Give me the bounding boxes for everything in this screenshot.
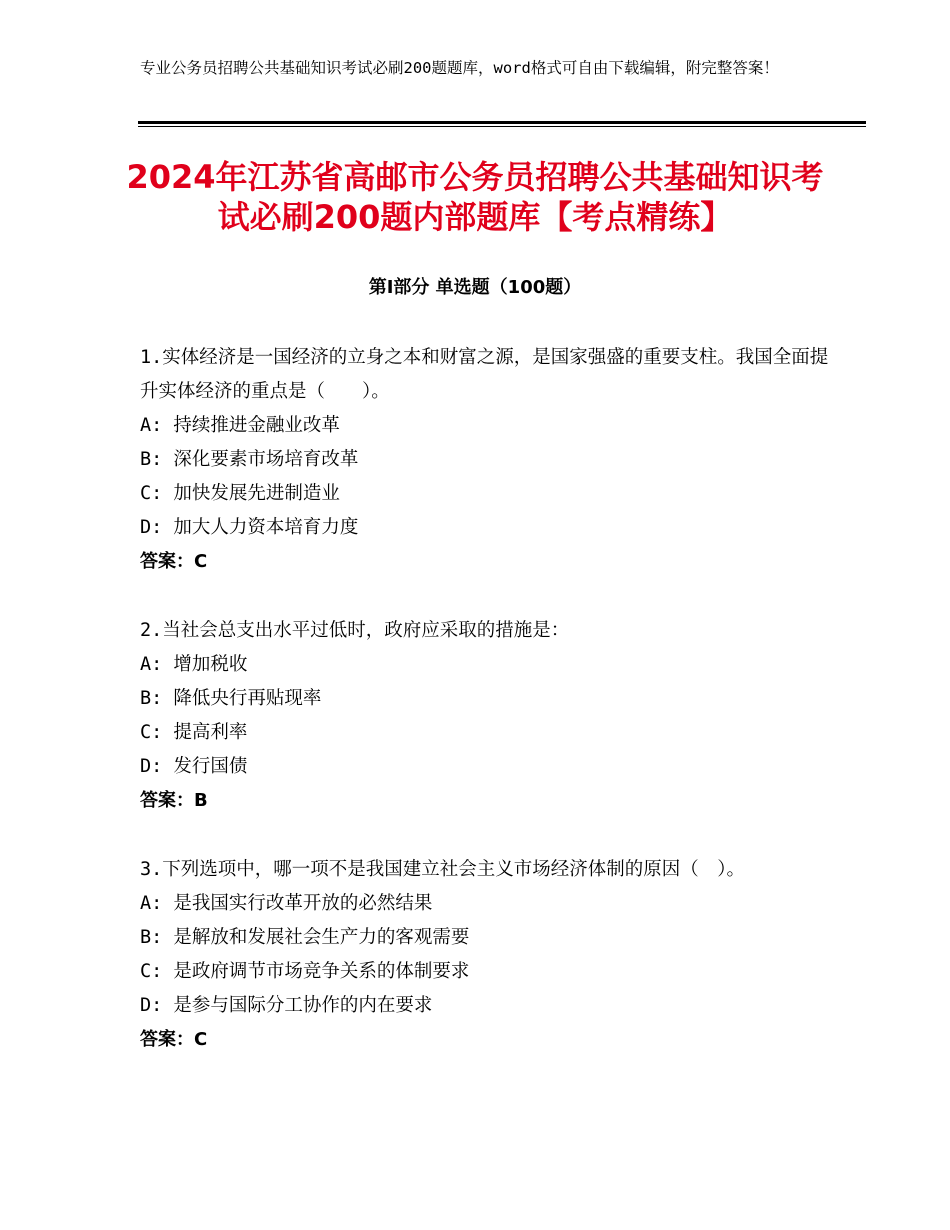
- header-rule-thin: [138, 126, 866, 127]
- section-heading: 第Ⅰ部分 单选题（100题）: [368, 277, 582, 298]
- option-a: A: 持续推进金融业改革: [140, 415, 340, 436]
- option-a: A: 增加税收: [140, 654, 248, 675]
- option-d: D: 加大人力资本培育力度: [140, 517, 359, 538]
- option-b: B: 深化要素市场培育改革: [140, 449, 359, 470]
- answer-line: 答案：B: [140, 790, 208, 811]
- option-c: C: 是政府调节市场竞争关系的体制要求: [140, 961, 470, 982]
- question-stem: 2.当社会总支出水平过低时，政府应采取的措施是：: [140, 620, 570, 641]
- option-c: C: 加快发展先进制造业: [140, 483, 340, 504]
- answer-line: 答案：C: [140, 1029, 208, 1050]
- option-d: D: 是参与国际分工协作的内在要求: [140, 995, 433, 1016]
- question-stem: 1.实体经济是一国经济的立身之本和财富之源，是国家强盛的重要支柱。我国全面提升实体经济的重点是（ ）。: [140, 347, 829, 402]
- option-d: D: 发行国债: [140, 756, 248, 777]
- answer-line: 答案：C: [140, 551, 208, 572]
- option-a: A: 是我国实行改革开放的必然结果: [140, 893, 433, 914]
- question-stem: 3.下列选项中，哪一项不是我国建立社会主义市场经济体制的原因（ ）。: [140, 859, 746, 880]
- question-block: [140, 341, 830, 579]
- option-c: C: 提高利率: [140, 722, 248, 743]
- header-rule-thick: [138, 121, 866, 124]
- document-title: 2024年江苏省高邮市公务员招聘公共基础知识考试必刷200题内部题库【考点精练】: [126, 158, 824, 236]
- question-block: [140, 853, 830, 1057]
- header-note: 专业公务员招聘公共基础知识考试必刷200题题库，word格式可自由下载编辑，附完整答案！: [140, 59, 779, 77]
- option-b: B: 降低央行再贴现率: [140, 688, 322, 709]
- option-b: B: 是解放和发展社会生产力的客观需要: [140, 927, 470, 948]
- question-block: [140, 614, 830, 818]
